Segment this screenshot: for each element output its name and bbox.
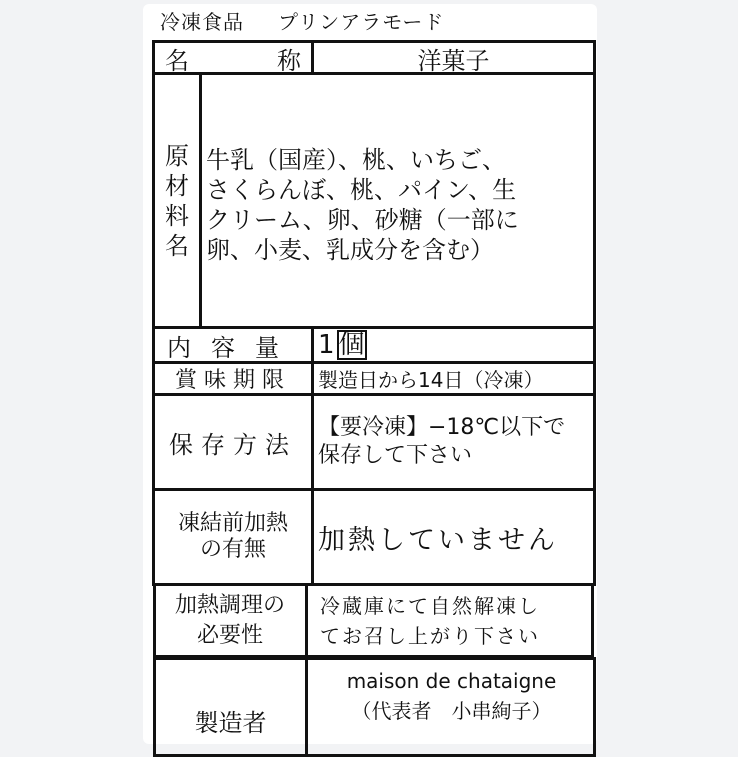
best-before-value: 製造日から14日（冷凍）	[318, 368, 544, 392]
ingredients-label-char: 料	[165, 201, 189, 230]
storage-line: 保存して下さい	[318, 443, 473, 468]
cooking-label-line: 必要性	[196, 622, 263, 648]
name-value: 洋菓子	[417, 46, 490, 73]
contents-label: 内容量	[167, 333, 299, 361]
manufacturer-representative: （代表者 小串絢子）	[351, 699, 552, 723]
ingredients-line: クリーム、卵、砂糖（一部に	[206, 206, 519, 234]
cooking-label-cell	[155, 586, 305, 655]
category-text: 冷凍食品	[160, 10, 244, 34]
label-header	[160, 6, 444, 32]
product-name: プリンアラモード	[278, 10, 445, 34]
cooking-line: 冷蔵庫にて自然解凍し	[320, 593, 540, 618]
storage-label-cell	[155, 396, 311, 488]
contents-value-cell	[314, 329, 593, 361]
freeze-heat-label-line: の有無	[199, 537, 266, 562]
ingredients-label-char: 原	[165, 141, 189, 170]
manufacturer-company: maison de chataigne	[346, 669, 557, 693]
name-label-char: 名	[165, 46, 189, 73]
contents-label-cell	[155, 329, 311, 361]
manufacturer-label: 製造者	[194, 708, 267, 737]
storage-line: 【要冷凍】−18℃以下で	[318, 415, 566, 440]
manufacturer-value-cell	[310, 666, 593, 736]
ingredients-label-char: 材	[165, 171, 189, 200]
contents-value-unit: 個	[338, 330, 365, 360]
ingredients-line: 牛乳（国産）、桃、いちご、	[206, 146, 506, 174]
best-before-value-cell	[314, 364, 593, 393]
manufacturer-label-cell	[156, 700, 305, 740]
freeze-heat-value-cell	[314, 491, 593, 583]
ingredients-label-cell	[155, 75, 199, 326]
name-label-cell	[155, 43, 311, 73]
ingredients-line: 卵、小麦、乳成分を含む）	[206, 236, 494, 264]
contents-value-number: 1	[318, 330, 335, 360]
best-before-label-cell	[155, 364, 311, 393]
name-value-cell	[314, 43, 593, 73]
cooking-line: てお召し上がり下さい	[320, 623, 540, 648]
cooking-value-cell	[310, 586, 591, 655]
freeze-heat-label-line: 凍結前加熱	[177, 511, 288, 536]
name-label-char: 称	[277, 46, 301, 73]
ingredients-label-char: 名	[165, 231, 189, 260]
freeze-heat-label-cell	[155, 491, 311, 583]
freeze-heat-value: 加熱していません	[318, 524, 558, 556]
storage-value-cell	[314, 396, 593, 488]
ingredients-line: さくらんぼ、桃、パイン、生	[206, 176, 517, 204]
ingredients-value-cell	[202, 75, 593, 326]
storage-label: 保存方法	[169, 430, 297, 459]
best-before-label: 賞味期限	[174, 368, 291, 393]
cooking-label-line: 加熱調理の	[174, 592, 285, 618]
